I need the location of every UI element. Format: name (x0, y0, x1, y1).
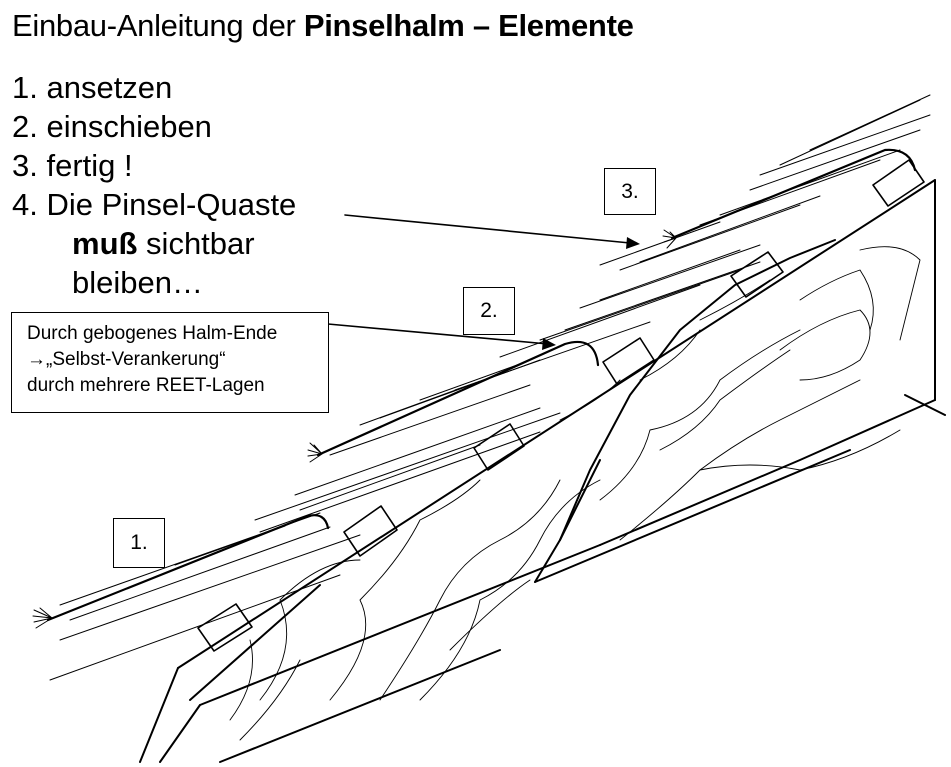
instruction-steps (12, 68, 296, 302)
info-box (11, 312, 329, 413)
wood-grain (230, 247, 920, 740)
label-step-1: 1. (113, 518, 165, 568)
step-4-line2 (12, 224, 296, 263)
info-line-1: Durch gebogenes Halm-Ende (27, 323, 278, 344)
step-3: 3. fertig ! (12, 148, 133, 183)
title-bold: Pinselhalm – Elemente (303, 8, 634, 43)
step-2: 2. einschieben (12, 109, 212, 144)
step-1: 1. ansetzen (12, 70, 173, 105)
label-step-2: 2. (463, 287, 515, 335)
info-line-2: →„Selbst-Verankerung“ (27, 349, 226, 370)
step-4-bold: muß (72, 226, 138, 261)
page-title (12, 6, 634, 46)
label-step-3: 3. (604, 168, 656, 215)
arrowhead-step4 (626, 237, 640, 249)
title-prefix: Einbau-Anleitung der (12, 8, 304, 43)
info-line-3: durch mehrere REET-Lagen (27, 375, 265, 396)
step-4-rest: sichtbar (137, 226, 255, 261)
step-4: 4. Die Pinsel-Quaste (12, 187, 297, 222)
step-4-line3: bleiben… (72, 265, 203, 300)
